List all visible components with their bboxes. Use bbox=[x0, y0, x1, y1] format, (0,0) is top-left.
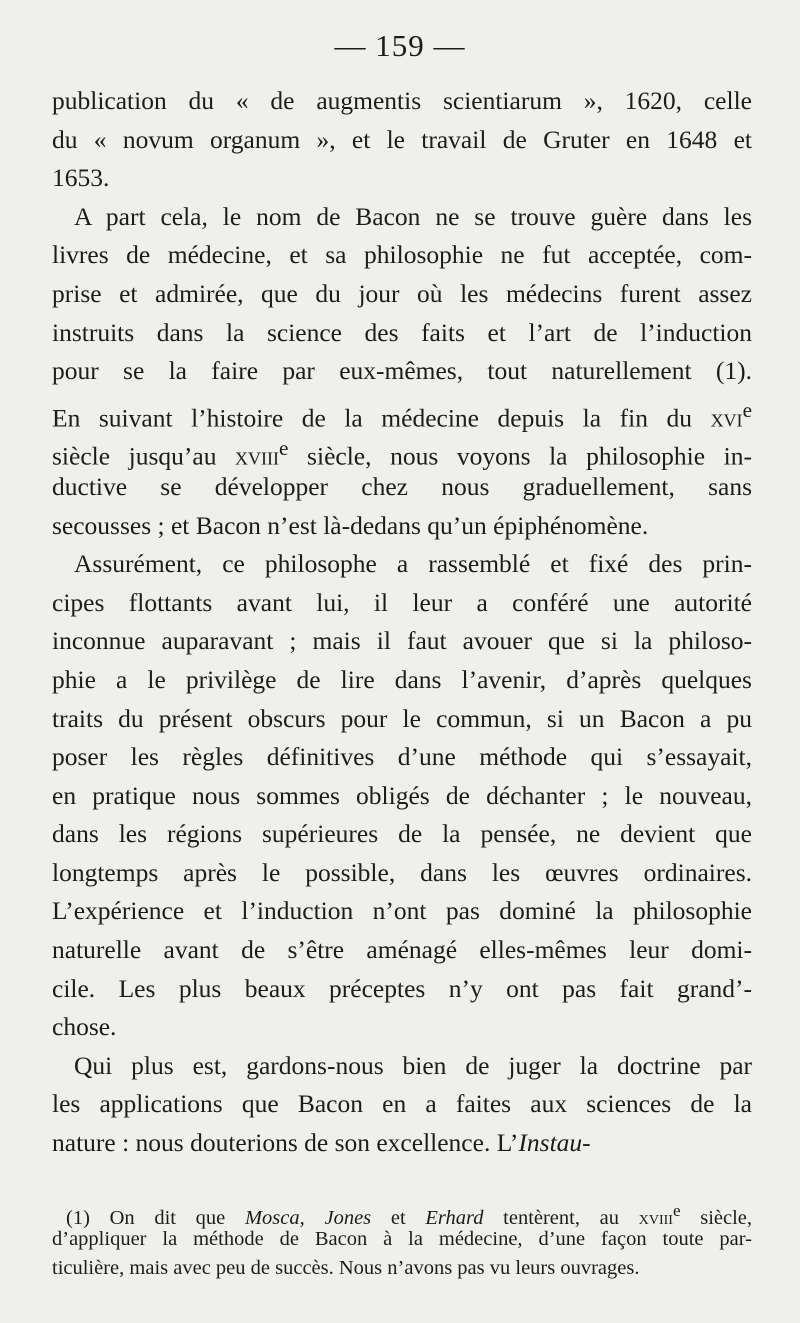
text-line: prise et admirée, que du jour où les médecins furent assez bbox=[52, 278, 752, 308]
text-line: poser les règles définitives d’une méthode qui s’essayait, bbox=[52, 742, 752, 772]
footnote-line: ticulière, mais avec peu de succès. Nous n’avons pas vu leurs ouvrages. bbox=[52, 1257, 640, 1279]
footnote-line: d’appliquer la méthode de Bacon à la médecine, d’une façon toute par- bbox=[52, 1228, 752, 1250]
text-line: instruits dans la science des faits et l’art de l’induction bbox=[52, 317, 752, 347]
text-line: phie a le privilège de lire dans l’avenir, d’après quelques bbox=[52, 664, 752, 694]
text-line: les applications que Bacon en a faites aux sciences de la bbox=[52, 1089, 752, 1119]
text-line: secousses ; et Bacon n’est là-dedans qu’un épiphénomène. bbox=[52, 510, 649, 540]
century-numeral: xviii bbox=[638, 1206, 673, 1229]
text-line: livres de médecine, et sa philosophie ne fut acceptée, com- bbox=[52, 240, 752, 270]
text-line: Qui plus est, gardons-nous bien de juger la doctrine par bbox=[74, 1050, 752, 1080]
text-line: naturelle avant de s’être aménagé elles-mêmes leur domi- bbox=[52, 935, 752, 965]
text-line: inconnue auparavant ; mais il faut avouer que si la philoso- bbox=[52, 626, 752, 656]
century-numeral: xvi bbox=[710, 403, 743, 433]
text-line: du « novum organum », et le travail de Gruter en 1648 et bbox=[52, 124, 752, 154]
text-line: nature : nous douterions de son excellence. L’Instau- bbox=[52, 1128, 591, 1158]
text-line: publication du « de augmentis scientiarum », 1620, celle bbox=[52, 86, 752, 115]
text-line: ductive se développer chez nous graduellement, sans bbox=[52, 471, 752, 501]
text-line: cipes flottants avant lui, il leur a conféré une autorité bbox=[52, 587, 752, 617]
text-line: cile. Les plus beaux préceptes n’y ont pas fait grand’- bbox=[52, 973, 752, 1003]
text-line: longtemps après le possible, dans les œuvres ordinaires. bbox=[52, 857, 752, 887]
body-text bbox=[52, 82, 752, 1163]
century-numeral: xviii bbox=[235, 441, 280, 471]
text-line: En suivant l’histoire de la médecine depuis la fin du xvi$^e$ bbox=[52, 397, 752, 433]
footnote-line: (1) On dit que Mosca, Jones et Erhard tentèrent, au xviii$^e$ siècle, bbox=[66, 1201, 753, 1229]
text-line: Assurément, ce philosophe a rassemblé et fixé des prin- bbox=[74, 549, 752, 579]
text-line: siècle jusqu’au xviii$^e$ siècle, nous voyons la philosophie in- bbox=[52, 436, 752, 471]
italic-word: Instau- bbox=[518, 1128, 591, 1158]
page-number: — 159 — bbox=[334, 28, 466, 63]
text-line: 1653. bbox=[52, 163, 110, 193]
text-line: dans les régions supérieures de la pensée, ne devient que bbox=[52, 819, 752, 849]
text-line: en pratique nous sommes obligés de déchanter ; le nouveau, bbox=[52, 780, 752, 810]
footnote bbox=[52, 1196, 752, 1283]
text-line: traits du présent obscurs pour le commun, si un Bacon a pu bbox=[52, 703, 752, 733]
text-line: chose. bbox=[52, 1012, 117, 1042]
text-line: L’expérience et l’induction n’ont pas dominé la philosophie bbox=[52, 896, 752, 926]
text-line: pour se la faire par eux-mêmes, tout naturellement (1). bbox=[52, 356, 752, 386]
text-line: A part cela, le nom de Bacon ne se trouve guère dans les bbox=[74, 201, 752, 231]
